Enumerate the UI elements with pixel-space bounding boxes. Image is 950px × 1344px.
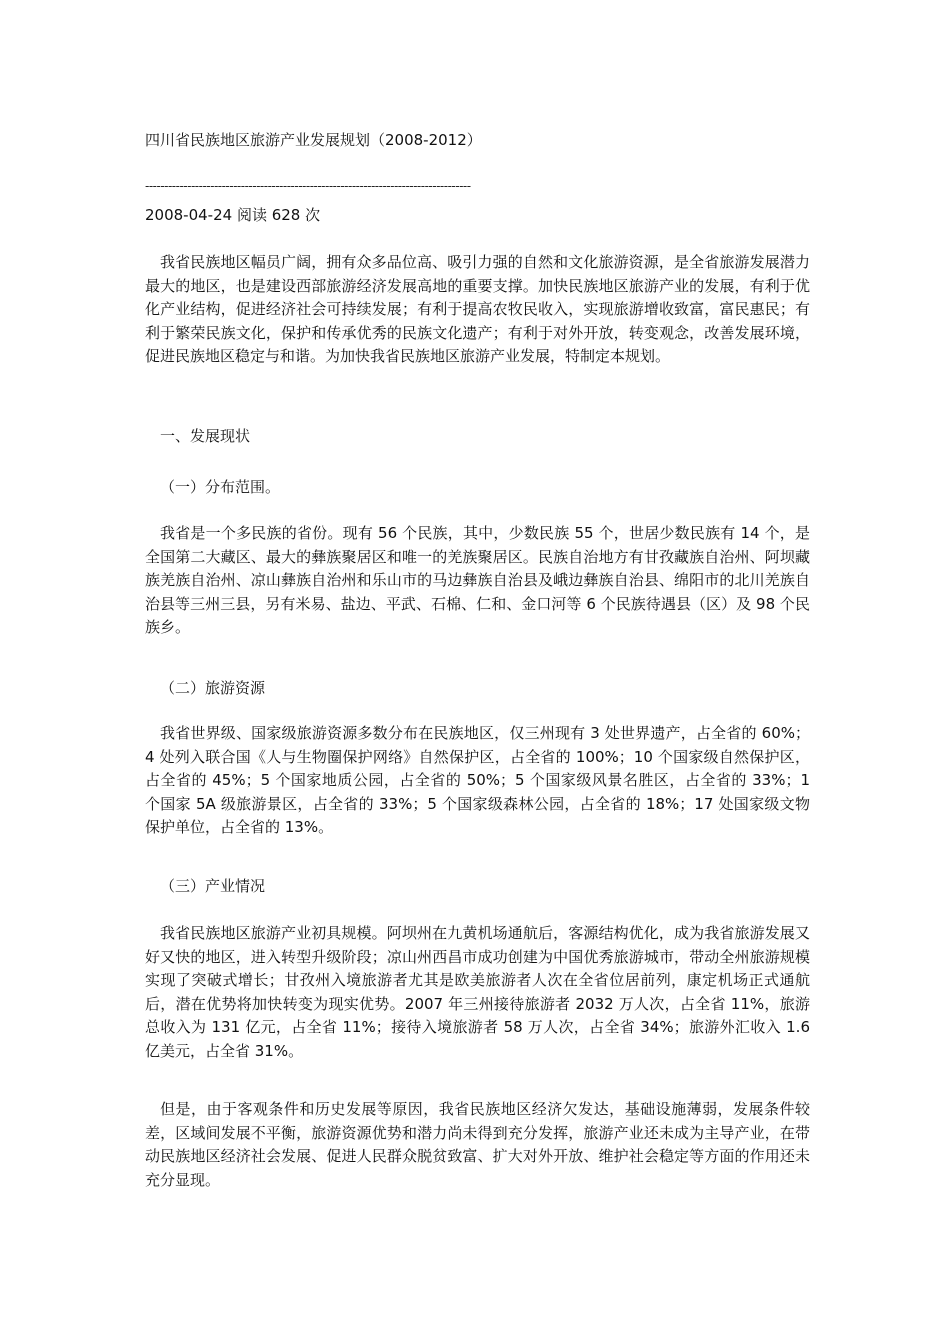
distribution-paragraph: 我省是一个多民族的省份。现有 56 个民族，其中，少数民族 55 个，世居少数民族有 14 个，是全国第二大藏区、最大的彝族聚居区和唯一的羌族聚居区。民族自治地方有甘孜藏族自治州、阿坝藏族羌族自治州、凉山彝族自治州和乐山市的马边彝族自治县及峨边彝族自治县、绵阳市的北川羌族自治县等三州三县，另有米易、盐边、平武、石棉、仁和、金口河等 6 个民族待遇县（区）及 98 个民族乡。 [145, 524, 810, 637]
subsection-heading-resources: （二）旅游资源 [160, 679, 266, 697]
challenges-paragraph: 但是，由于客观条件和历史发展等原因，我省民族地区经济欠发达，基础设施薄弱，发展条件较差，区域间发展不平衡，旅游资源优势和潜力尚未得到充分发挥，旅游产业还未成为主导产业，在带动民族地区经济社会发展、促进人民群众脱贫致富、扩大对外开放、维护社会稳定等方面的作用还未充分显现。 [145, 1100, 810, 1189]
industry-paragraph: 我省民族地区旅游产业初具规模。阿坝州在九黄机场通航后，客源结构优化，成为我省旅游发展又好又快的地区，进入转型升级阶段；凉山州西昌市成功创建为中国优秀旅游城市，带动全州旅游规模实现了突破式增长；甘孜州入境旅游者尤其是欧美旅游者人次在全省位居前列，康定机场正式通航后，潜在优势将加快转变为现实优势。2007 年三州接待旅游者 2032 万人次，占全省 11%，旅游总收入为 131 亿元，占全省 11%；接待入境旅游者 58 万人次，占全省 34%；旅游外汇收入 1.6 亿美元，占全省 31%。 [145, 924, 810, 1060]
subsection-heading-industry: （三）产业情况 [160, 877, 266, 895]
document-title: 四川省民族地区旅游产业发展规划（2008-2012） [145, 131, 482, 149]
publish-meta: 2008-04-24 阅读 628 次 [145, 206, 321, 224]
subsection-heading-distribution: （一）分布范围。 [160, 478, 281, 496]
intro-paragraph: 我省民族地区幅员广阔，拥有众多品位高、吸引力强的自然和文化旅游资源，是全省旅游发展潜力最大的地区，也是建设西部旅游经济发展高地的重要支撑。加快民族地区旅游产业的发展，有利于优化产业结构，促进经济社会可持续发展；有利于提高农牧民收入，实现旅游增收致富，富民惠民；有利于繁荣民族文化，保护和传承优秀的民族文化遗产；有利于对外开放，转变观念，改善发展环境，促进民族地区稳定与和谐。为加快我省民族地区旅游产业发展，特制定本规划。 [145, 253, 810, 366]
divider-line: ------------------------------------------------------------------------------------- [145, 179, 471, 193]
resources-paragraph: 我省世界级、国家级旅游资源多数分布在民族地区，仅三州现有 3 处世界遗产，占全省的 60%；4 处列入联合国《人与生物圈保护网络》自然保护区，占全省的 100%；10 个国家级自然保护区，占全省的 45%；5 个国家地质公园，占全省的 50%；5 个国家级风景名胜区，占全省的 33%；1 个国家 5A 级旅游景区，占全省的 33%；5 个国家级森林公园，占全省的 18%；17 处国家级文物保护单位，占全省的 13%。 [145, 724, 810, 837]
section-heading-status: 一、发展现状 [160, 427, 251, 445]
